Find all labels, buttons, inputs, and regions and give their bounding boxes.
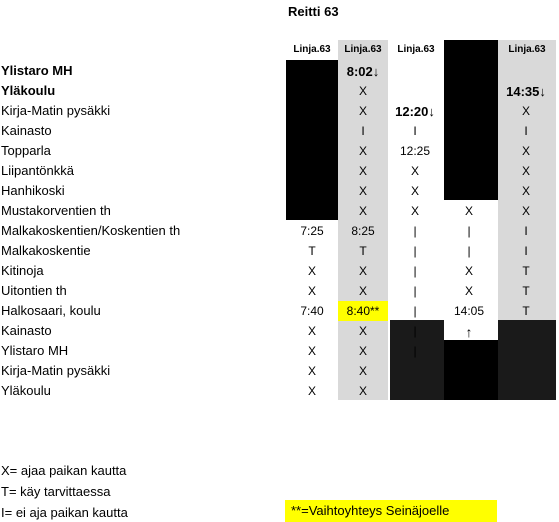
timetable-cell: I — [524, 244, 528, 258]
timetable-cell: X — [307, 324, 316, 338]
timetable-cell: X — [358, 184, 367, 198]
timetable-cell: X — [358, 84, 367, 98]
timetable-cell: X — [358, 384, 367, 398]
stop-name: Kirja-Matin pysäkki — [1, 363, 111, 378]
timetable-cell: X — [410, 184, 419, 198]
column-5-grey-bg — [498, 40, 556, 320]
stop-name: Kainasto — [1, 323, 52, 338]
column-header: Linja.63 — [293, 44, 331, 55]
stop-name: Hanhikoski — [1, 183, 65, 198]
column-4-black-block — [444, 40, 498, 200]
timetable-cell: X — [358, 264, 367, 278]
timetable-cell: 7:25 — [300, 224, 324, 238]
timetable-cell: X — [464, 204, 473, 218]
route-title: Reitti 63 — [288, 4, 339, 19]
timetable-cell: X — [521, 204, 530, 218]
stop-name: Kitinoja — [1, 263, 44, 278]
transfer-note: **=Vaihtoyhteys Seinäjoelle — [285, 500, 497, 522]
timetable-cell: | — [413, 304, 417, 318]
column-header: Linja.63 — [397, 44, 435, 55]
timetable-cell: X — [307, 344, 316, 358]
timetable-cell: X — [521, 164, 530, 178]
timetable-cell: 8:40** — [346, 304, 380, 318]
timetable-cell: X — [358, 104, 367, 118]
timetable-cell: I — [524, 224, 528, 238]
timetable-cell: X — [307, 364, 316, 378]
stop-name: Mustakorventien th — [1, 203, 111, 218]
timetable-cell: X — [307, 384, 316, 398]
timetable-cell: T — [522, 284, 530, 298]
stop-name: Ylistaro MH — [1, 343, 69, 358]
timetable-cell: X — [307, 284, 316, 298]
timetable-cell: X — [521, 104, 530, 118]
timetable-cell: 12:25 — [399, 144, 431, 158]
timetable-cell: T — [522, 304, 530, 318]
timetable-cell: | — [413, 344, 417, 358]
column-4-black-block-bottom — [444, 340, 498, 400]
timetable-cell: | — [413, 224, 417, 238]
timetable-cell: X — [358, 324, 367, 338]
timetable-cell: | — [413, 264, 417, 278]
stop-name: Kirja-Matin pysäkki — [1, 103, 111, 118]
timetable-cell: X — [464, 184, 473, 198]
timetable-cell: X — [464, 284, 473, 298]
timetable-cell: I — [361, 124, 365, 138]
timetable-cell: 8:02↓ — [346, 64, 380, 79]
timetable-cell: X — [358, 144, 367, 158]
timetable-cell: I — [413, 124, 417, 138]
stop-name: Malkakoskentie — [1, 243, 91, 258]
timetable-cell: | — [413, 324, 417, 338]
timetable-cell: | — [413, 244, 417, 258]
timetable-cell: X — [410, 204, 419, 218]
timetable-cell: X — [358, 364, 367, 378]
timetable-cell: T — [308, 244, 316, 258]
timetable-cell: X — [307, 264, 316, 278]
column-header: Linja.63 — [344, 44, 382, 55]
timetable-cell: X — [410, 164, 419, 178]
timetable-cell: | — [413, 284, 417, 298]
legend-i: I= ei aja paikan kautta — [1, 505, 128, 520]
timetable-cell: X — [521, 144, 530, 158]
timetable-cell: 14:35↓ — [506, 84, 546, 99]
timetable-cell: | — [467, 224, 471, 238]
timetable-cell: 8:25 — [351, 224, 375, 238]
column-5-dark-block — [498, 320, 556, 400]
stop-name: Yläkoulu — [1, 383, 51, 398]
column-1-black-block — [286, 60, 338, 220]
legend-t: T= käy tarvittaessa — [1, 484, 111, 499]
timetable-cell: X — [358, 164, 367, 178]
stop-name: Kainasto — [1, 123, 52, 138]
timetable-cell: 14:05 — [453, 304, 485, 318]
timetable-cell: ↑ — [465, 324, 473, 340]
timetable-cell: 7:40 — [300, 304, 324, 318]
timetable-cell: 12:20↓ — [395, 104, 435, 119]
timetable-cell: X — [358, 284, 367, 298]
timetable-cell: | — [467, 244, 471, 258]
timetable-cell: X — [358, 204, 367, 218]
timetable-cell: X — [358, 344, 367, 358]
timetable-cell: X — [464, 264, 473, 278]
stop-name: Uitontien th — [1, 283, 67, 298]
stop-name: Liipantönkkä — [1, 163, 74, 178]
timetable-cell: X — [521, 184, 530, 198]
stop-name: Malkakoskentien/Koskentien th — [1, 223, 181, 238]
timetable-cell: T — [522, 264, 530, 278]
column-header: Linja.63 — [508, 44, 546, 55]
stop-name: Ylistaro MH — [1, 63, 73, 78]
timetable-cell: T — [359, 244, 367, 258]
stop-name: Topparla — [1, 143, 51, 158]
stop-name: Halkosaari, koulu — [1, 303, 101, 318]
legend-x: X= ajaa paikan kautta — [1, 463, 127, 478]
timetable-cell: I — [524, 124, 528, 138]
stop-name: Yläkoulu — [1, 83, 56, 98]
